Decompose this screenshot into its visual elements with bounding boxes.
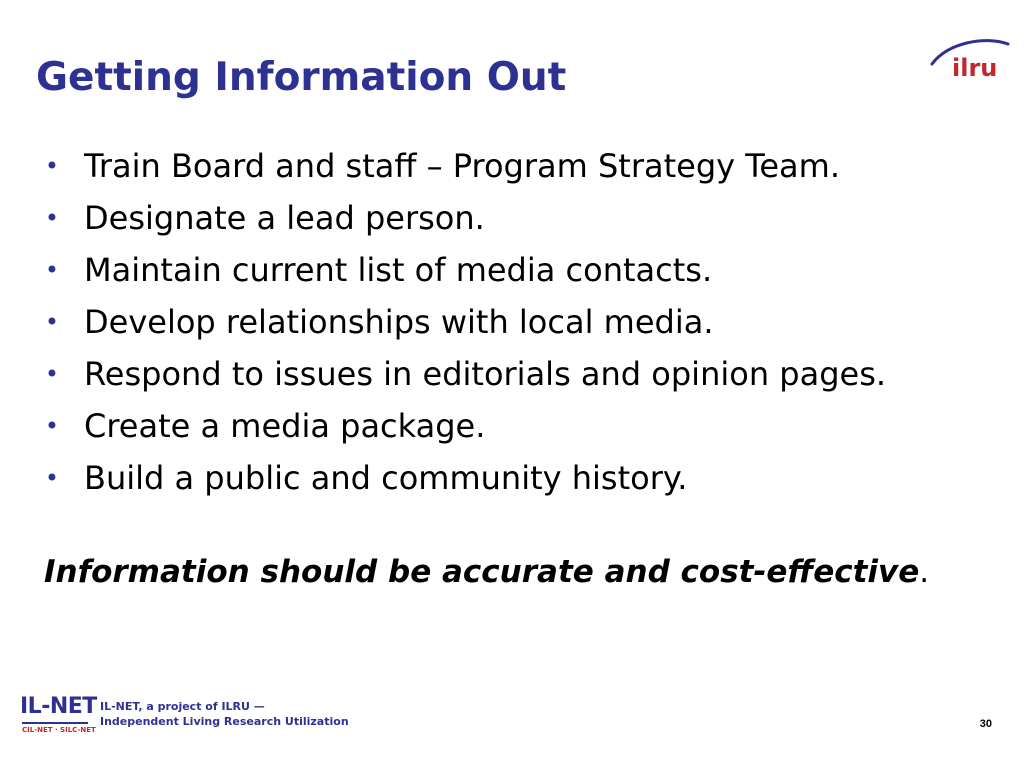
ilru-logo-text: ilru [952,54,998,82]
footer-line-2: Independent Living Research Utilization [100,715,349,728]
ilnet-logo: IL-NET [20,694,97,719]
bullet-item [44,348,886,400]
bullet-dot-icon: • [44,464,60,492]
bullet-dot-icon: • [44,256,60,284]
bullet-dot-icon: • [44,204,60,232]
bullet-text: Respond to issues in editorials and opinion pages. [84,355,887,393]
bullet-item [44,192,886,244]
bullet-dot-icon: • [44,412,60,440]
bullet-text: Develop relationships with local media. [84,303,714,341]
ilnet-logo-rule [22,722,88,724]
bullet-text: Maintain current list of media contacts. [84,251,713,289]
bullet-item [44,140,886,192]
bullet-dot-icon: • [44,308,60,336]
bullet-text: Designate a lead person. [84,199,485,237]
bullet-item [44,244,886,296]
bullet-text: Create a media package. [84,407,486,445]
bullet-item [44,296,886,348]
slide-title: Getting Information Out [36,55,567,100]
ilru-logo [928,34,1012,82]
footer-caption [100,699,349,729]
bullet-list [44,140,886,504]
bullet-item [44,452,886,504]
bullet-text: Train Board and staff – Program Strategy Team. [84,147,840,185]
footer-line-1: IL-NET, a project of ILRU — [100,700,265,713]
page-number: 30 [979,718,992,730]
emphasis-statement [44,548,929,596]
bullet-dot-icon: • [44,152,60,180]
bullet-text: Build a public and community history. [84,459,688,497]
bullet-dot-icon: • [44,360,60,388]
bullet-item [44,400,886,452]
footer-branding [20,694,349,742]
ilnet-logo-subtitle: CIL-NET · SILC-NET [22,726,96,734]
emphasis-text: Information should be accurate and cost-effective [44,554,920,590]
emphasis-period: . [919,554,930,590]
